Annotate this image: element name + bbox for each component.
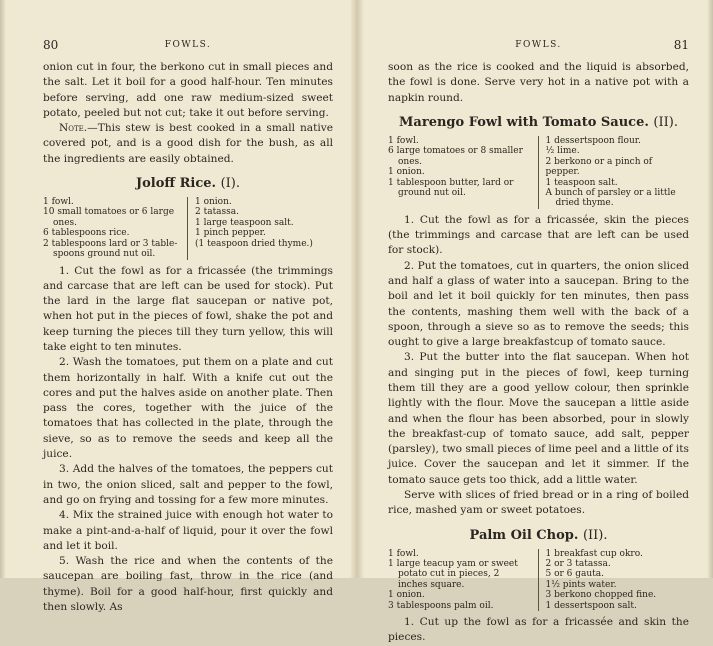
recipe-number: (II). — [653, 114, 678, 130]
ingredient-item: (1 teaspoon dried thyme.) — [195, 238, 313, 249]
ingredient-item: 1 dessertspoon salt. — [545, 600, 637, 611]
step-paragraph: 2. Put the tomatoes, cut in quarters, the onion sliced and half a glass of water into a saucepan. Bring to the boil and let it boil quickly for ten minutes, then pass the contents, mashing them well with the back of a spoon, through a sieve so as to remove the seeds; this ought to give a large breakfastcup of tomato sauce. — [388, 259, 689, 349]
ingredient-item: ones. — [53, 217, 78, 228]
ingredient-item: ½ lime. — [545, 146, 580, 157]
step-paragraph: 3. Add the halves of the tomatoes, the peppers cut in two, the onion sliced, salt and pepper to the fowl, and go on frying and tossing for a few more minutes. — [43, 463, 333, 506]
page-edge — [707, 0, 713, 578]
ingredient-item: 1 onion. — [388, 590, 425, 601]
ingredient-item: A bunch of parsley or a little — [545, 187, 676, 198]
ingredient-item: ground nut oil. — [398, 187, 466, 198]
ingredient-item: 6 large tomatoes or 8 smaller — [388, 146, 523, 157]
page-number: 81 — [673, 38, 689, 52]
intro-paragraph: onion cut in four, the berkono cut in small pieces and the salt. Let it boil for a good half-hour. Ten minutes before serving, add one raw medium-sized sweet potato, peeled but not cut; take it out before serving. — [43, 61, 333, 119]
ingredient-item: ones. — [398, 156, 423, 167]
ingredient-item: 3 berkono chopped fine. — [545, 590, 657, 601]
ingredient-item: 2 tatassa. — [195, 207, 240, 218]
ingredient-item: 3 tablespoons palm oil. — [388, 600, 494, 611]
running-head-title: FOWLS. — [164, 40, 212, 50]
ingredient-item: 6 tablespoons rice. — [43, 228, 130, 239]
ingredient-item: 2 berkono or a pinch of pepper. — [545, 156, 653, 178]
note-text: —This stew is best cooked in a small native covered pot, and is a good dish for the bush, as all the ingredients are easily obtained. — [43, 122, 333, 165]
ingredient-item: 1½ pints water. — [545, 579, 617, 590]
right-page — [357, 0, 713, 644]
ingredients-column — [43, 197, 188, 259]
ingredients-list — [43, 197, 333, 259]
recipe-title-palm-oil-chop — [388, 528, 689, 543]
book-gutter — [350, 0, 364, 578]
ingredient-item: potato cut in pieces, 2 — [398, 569, 500, 580]
ingredient-item: 1 fowl. — [388, 135, 419, 146]
recipe-title-text: Palm Oil Chop. — [469, 527, 579, 543]
step-paragraph: 5. Wash the rice and when the contents of the saucepan are boiling fast, throw in the rice (and thyme). Boil for a good half-hour, first quickly and then slowly. As — [43, 555, 333, 614]
running-head-title: FOWLS. — [515, 40, 562, 50]
ingredient-item: 1 breakfast cup okro. — [545, 548, 643, 559]
ingredients-column — [539, 136, 690, 209]
ingredient-item: 1 fowl. — [43, 197, 74, 208]
ingredients-list — [388, 136, 689, 209]
running-head — [388, 38, 689, 58]
ingredient-item: 1 dessertspoon flour. — [545, 135, 641, 146]
ingredient-item: inches square. — [398, 579, 465, 590]
ingredient-item: 1 fowl. — [388, 548, 419, 559]
intro-paragraph: soon as the rice is cooked and the liquid is absorbed, the fowl is done. Serve very hot in a native pot with a napkin round. — [388, 61, 689, 104]
left-page — [0, 0, 357, 614]
ingredient-item: spoons ground nut oil. — [53, 249, 156, 260]
ingredient-item: 2 or 3 tatassa. — [545, 559, 611, 570]
step-paragraph: 4. Mix the strained juice with enough hot water to make a pint-and-a-half of liquid, pour it over the fowl and let it boil. — [43, 509, 333, 552]
ingredients-column — [188, 197, 333, 259]
recipe-title-marengo — [388, 115, 689, 130]
note-paragraph — [43, 121, 333, 167]
ingredient-item: 1 onion. — [195, 197, 232, 208]
ingredient-item: 5 or 6 gauta. — [545, 569, 605, 580]
recipe-title-text: Joloff Rice. — [135, 176, 217, 192]
step-paragraph: 1. Cut the fowl as for a fricassée, skin the pieces (the trimmings and carcase that are left can be used for stock). — [388, 213, 689, 257]
ingredient-item: 1 tablespoon butter, lard or — [388, 177, 514, 188]
ingredients-column — [388, 136, 539, 209]
page-edge — [0, 0, 6, 578]
step-paragraph: 1. Cut the fowl as for a fricassée (the trimmings and carcase that are left can be used for stock). Put the lard in the large flat saucepan or native pot, when hot put in the pieces of fowl, shake the pot and keep turning the pieces till they turn yellow, this will take eight to ten minutes. — [43, 264, 333, 353]
ingredient-item: 1 large teaspoon salt. — [195, 217, 294, 228]
step-paragraph: 3. Put the butter into the flat saucepan. When hot and singing put in the pieces of fowl, keep turning them till they are a good yellow colour, then sprinkle lightly with the flour. Move the saucepan a little aside and when the flour has been absorbed, pour in slowly the breakfast-cup of tomato sauce, add salt, pepper (parsley), two small pieces of lime peel and a little of its juice. Cover the saucepan and let it simmer. If the tomato sauce gets too thick, add a little water. — [388, 351, 689, 486]
recipe-title-text: Marengo Fowl with Tomato Sauce. — [399, 114, 649, 130]
note-label: Note. — [59, 122, 88, 135]
ingredients-column — [388, 549, 539, 611]
step-paragraph: 1. Cut up the fowl as for a fricassée and skin the pieces. — [388, 616, 689, 644]
ingredient-item: 2 tablespoons lard or 3 table- — [43, 238, 178, 249]
running-head — [43, 38, 333, 58]
recipe-number: (I). — [220, 176, 241, 192]
recipe-title-joloff — [43, 176, 333, 191]
recipe-number: (II). — [582, 527, 608, 543]
ingredients-column — [539, 549, 690, 611]
ingredient-item: 1 pinch pepper. — [195, 228, 266, 239]
page-number: 80 — [43, 38, 59, 52]
serving-paragraph: Serve with slices of fried bread or in a ring of boiled rice, mashed yam or sweet potatoes. — [388, 489, 689, 517]
ingredient-item: 1 large teacup yam or sweet — [388, 559, 518, 570]
ingredient-item: 1 teaspoon salt. — [545, 177, 618, 188]
ingredient-item: 10 small tomatoes or 6 large — [43, 207, 175, 218]
ingredient-item: dried thyme. — [555, 198, 614, 209]
ingredients-list — [388, 549, 689, 611]
step-paragraph: 2. Wash the tomatoes, put them on a plate and cut them horizontally in half. With a knife cut out the cores and put the halves aside on another plate. Then pass the cores, together with the juice of the tomatoes that has collected in the plate, through the sieve, so as to remove the seeds and keep all the juice. — [43, 356, 333, 461]
ingredient-item: 1 onion. — [388, 167, 425, 178]
